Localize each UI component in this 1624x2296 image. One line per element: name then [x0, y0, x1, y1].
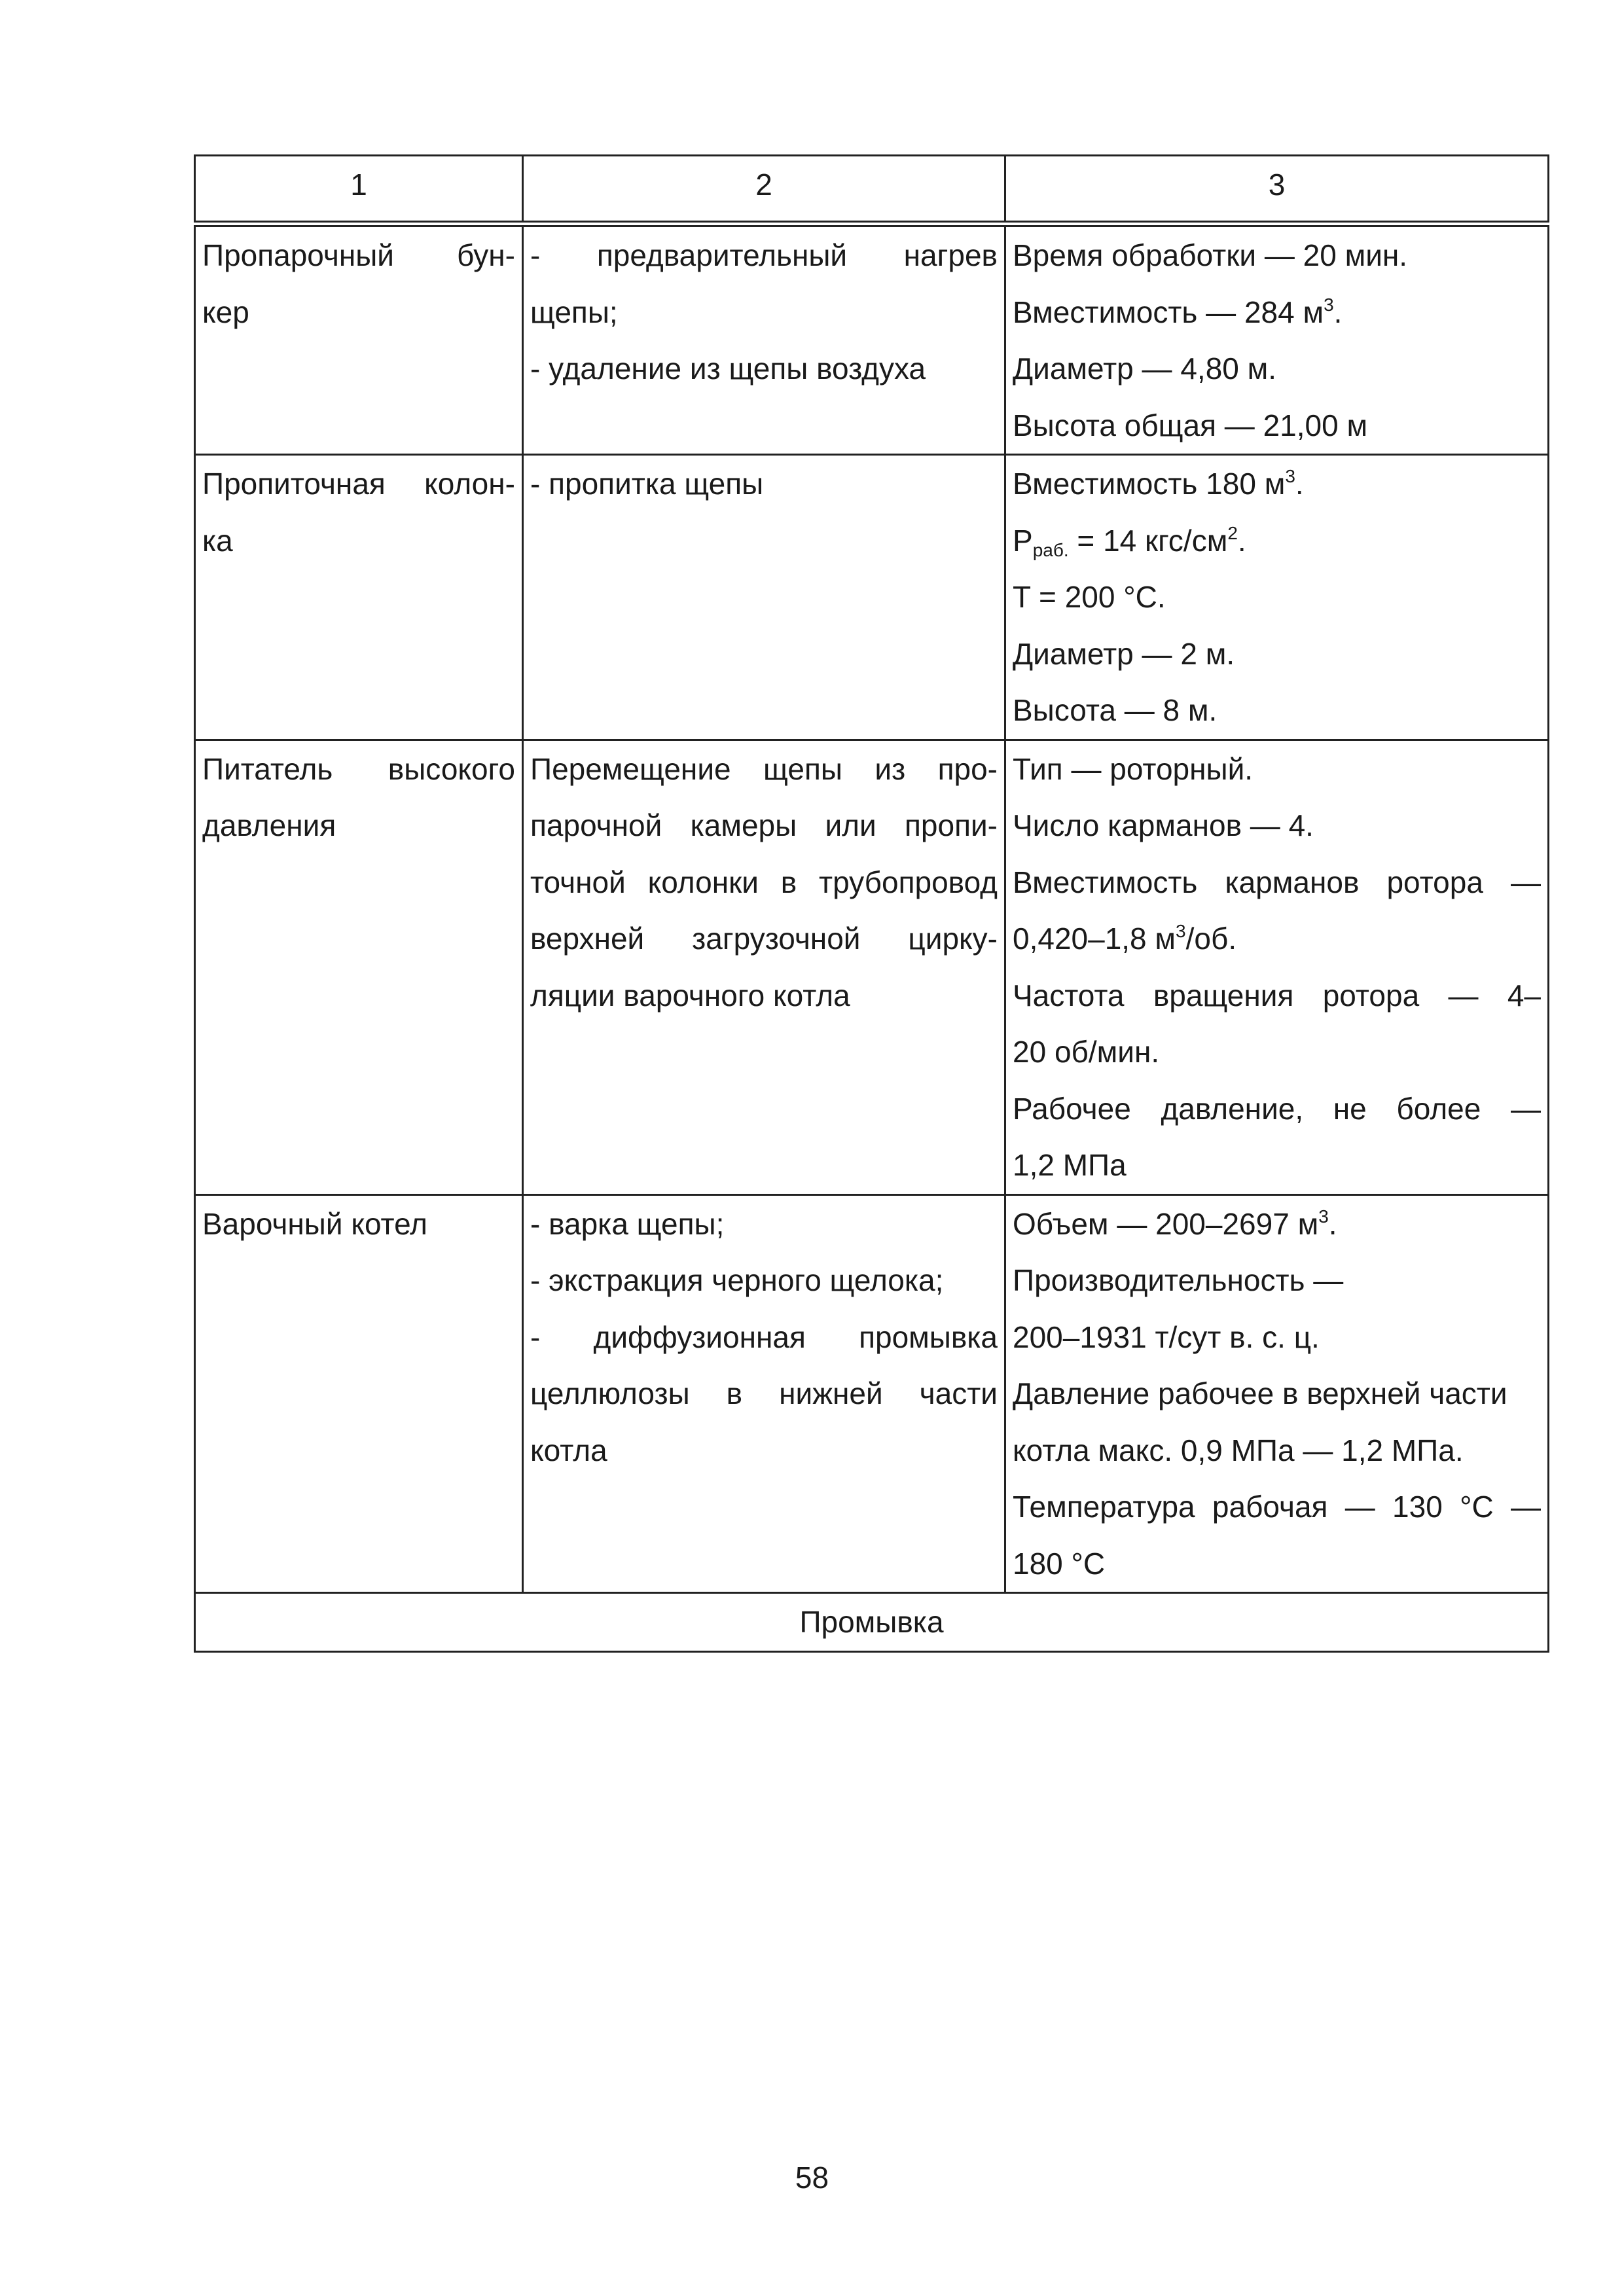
cell-line: Варочный котел [202, 1206, 427, 1241]
cell-line: кер [202, 295, 249, 329]
cell-line: - экстракция черного щелока; [530, 1263, 944, 1297]
cell-line: целлюлозы в нижней части [530, 1376, 998, 1410]
cell-line: Перемещение щепы из про- [530, 751, 998, 786]
specs-cell [1005, 1194, 1549, 1593]
cell-line: точной колонки в трубопровод [530, 865, 998, 899]
cell-line: Рабочее давление, не более — [1013, 1091, 1541, 1126]
cell-line: Высота — 8 м. [1013, 693, 1218, 727]
equipment-name-cell [195, 1194, 523, 1593]
header-cell: 3 [1005, 156, 1549, 224]
cell-line: Вместимость карманов ротора — [1013, 865, 1541, 899]
equipment-name-cell [195, 455, 523, 740]
purpose-cell [523, 1194, 1005, 1593]
header-cell: 2 [523, 156, 1005, 224]
cell-line: Диаметр — 2 м. [1013, 636, 1235, 671]
cell-line: Пропарочный бун- [202, 238, 515, 272]
cell-line: котла [530, 1433, 607, 1467]
header-cell: 1 [195, 156, 523, 224]
cell-line: котла макс. 0,9 МПа — 1,2 МПа. [1013, 1433, 1464, 1467]
cell-line: Тип — роторный. [1013, 751, 1254, 786]
cell-line: ка [202, 523, 233, 558]
cell-line: щепы; [530, 295, 618, 329]
purpose-cell [523, 224, 1005, 455]
cell-line: Пропиточная колон- [202, 467, 515, 501]
cell-line: 180 °С [1013, 1546, 1106, 1581]
section-title: Промывка [195, 1593, 1549, 1652]
purpose-cell [523, 455, 1005, 740]
cell-line: 1,2 МПа [1013, 1148, 1127, 1182]
cell-line: $P_{раб.} = 14$ кгс/$см^2$. [1013, 522, 1246, 560]
cell-line: Вместимость 180 $м^3$. [1013, 466, 1304, 501]
equipment-name-cell [195, 740, 523, 1194]
cell-line: Число карманов — 4. [1013, 808, 1314, 842]
cell-line: - удаление из щепы воздуха [530, 351, 926, 386]
cell-line: - пропитка щепы [530, 467, 764, 501]
cell-line: Температура рабочая — 130 °С — [1013, 1490, 1541, 1524]
equipment-name-cell [195, 224, 523, 455]
cell-line: 20 об/мин. [1013, 1035, 1160, 1069]
table-row [195, 455, 1549, 740]
cell-line: Объем — 200–2697 $м^3$. [1013, 1206, 1337, 1241]
cell-line: 200–1931 т/сут в. с. ц. [1013, 1319, 1320, 1354]
table-row [195, 224, 1549, 455]
purpose-cell [523, 740, 1005, 1194]
specs-cell [1005, 455, 1549, 740]
cell-line: верхней загрузочной цирку- [530, 922, 998, 956]
cell-line: ляции варочного котла [530, 978, 850, 1013]
equipment-table [194, 154, 1549, 1653]
cell-line: - диффузионная промывка [530, 1319, 998, 1354]
page-number: 58 [795, 2161, 829, 2195]
cell-line: 0,420–1,8 $м^3/об$. [1013, 921, 1237, 956]
section-row [195, 1593, 1549, 1652]
cell-line: Частота вращения ротора — 4– [1013, 978, 1541, 1013]
table-row [195, 740, 1549, 1194]
cell-line: Высота общая — 21,00 м [1013, 408, 1368, 442]
cell-line: давления [202, 808, 336, 842]
cell-line: Диаметр — 4,80 м. [1013, 351, 1277, 386]
cell-line: Питатель высокого [202, 751, 515, 786]
cell-line: Давление рабочее в верхней части [1013, 1376, 1507, 1410]
specs-cell [1005, 224, 1549, 455]
header-row [195, 156, 1549, 224]
cell-line: Производительность — [1013, 1263, 1344, 1297]
cell-line: Вместимость — 284 $м^3$. [1013, 294, 1343, 329]
table-row [195, 1194, 1549, 1593]
cell-line: Время обработки — 20 мин. [1013, 238, 1408, 272]
cell-line: T = 200 °С. [1013, 580, 1166, 614]
cell-line: - предварительный нагрев [530, 238, 998, 272]
cell-line: парочной камеры или пропи- [530, 808, 998, 842]
specs-cell [1005, 740, 1549, 1194]
cell-line: - варка щепы; [530, 1206, 725, 1241]
